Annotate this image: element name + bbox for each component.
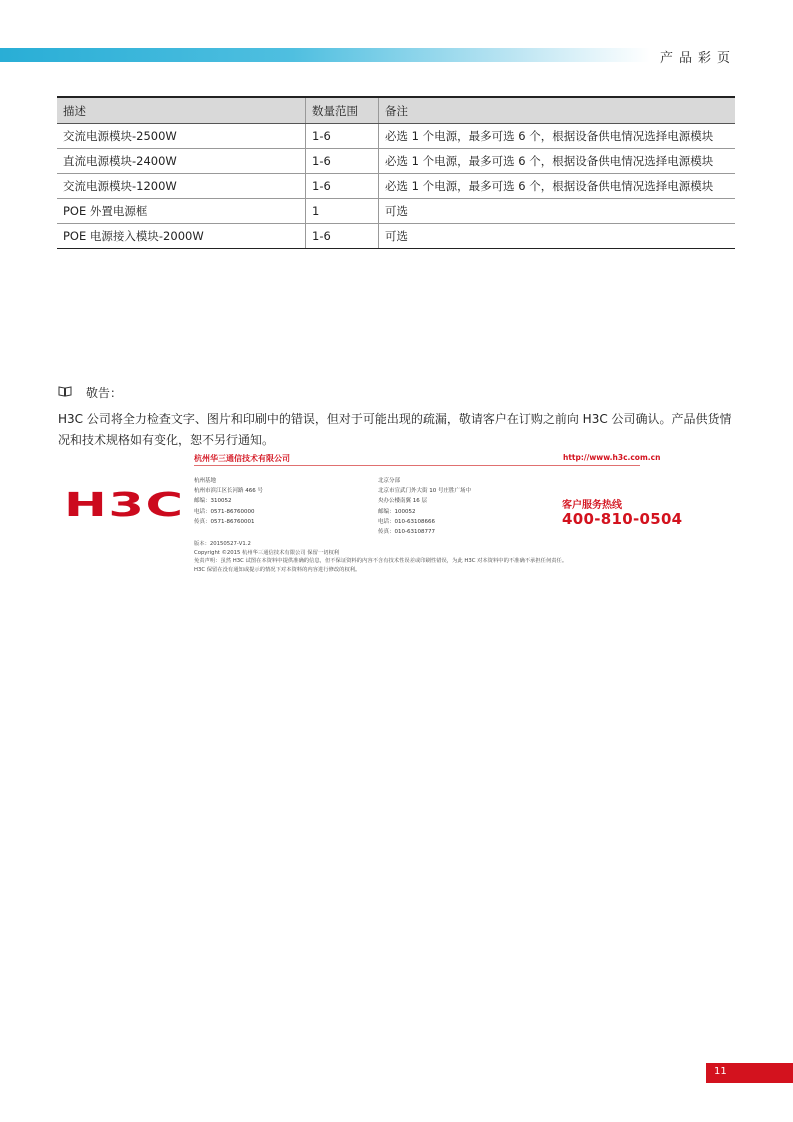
warning-text: H3C 公司将全力检查文字、图片和印刷中的错误，但对于可能出现的疏漏，敬请客户在订购之前向 H3C 公司确认。产品供货情况和技术规格如有变化，恕不另行通知。 (58, 412, 732, 447)
table-cell: 必选 1 个电源，最多可选 6 个，根据设备供电情况选择电源模块 (379, 124, 736, 149)
table-cell: POE 外置电源框 (57, 199, 306, 224)
disclaimer-text: 免责声明：虽然 H3C 试图在本资料中提供准确的信息，但不保证资料的内容不含有技术性误差或印刷性错误，为此 H3C 对本资料中的不准确不承担任何责任。 (194, 558, 568, 564)
hangzhou-phone: 电话：0571-86760000 (194, 508, 255, 515)
version-text: 版本：20150527-V1.2 (194, 541, 251, 547)
h3c-logo: H3C (64, 485, 185, 524)
copyright-text: Copyright ©2015 杭州华三通信技术有限公司 保留一切权利 (194, 549, 340, 556)
beijing-phone: 电话：010-63108666 (378, 518, 435, 525)
website-link[interactable]: http://www.h3c.com.cn (563, 453, 661, 462)
hangzhou-address: 杭州市滨江区长河路 466 号 (194, 488, 263, 495)
hotline-number: 400-810-0504 (562, 510, 683, 528)
table-cell: 必选 1 个电源，最多可选 6 个，根据设备供电情况选择电源模块 (379, 149, 736, 174)
table-row (57, 124, 735, 149)
reserve-text: H3C 保留在没有通知或提示的情况下对本资料的内容进行修改的权利。 (194, 566, 361, 573)
table-cell: 交流电源模块-2500W (57, 124, 306, 149)
company-name: 杭州华三通信技术有限公司 (194, 454, 290, 463)
hangzhou-postcode: 邮编：310052 (194, 498, 232, 505)
table-row (57, 224, 735, 249)
table-row (57, 174, 735, 199)
table-cell: 1-6 (306, 149, 379, 174)
table-cell: 必选 1 个电源，最多可选 6 个，根据设备供电情况选择电源模块 (379, 174, 736, 199)
table-row (57, 199, 735, 224)
hangzhou-fax: 传真：0571-86760001 (194, 518, 255, 525)
column-header: 备注 (379, 97, 736, 124)
table-cell: 直流电源模块-2400W (57, 149, 306, 174)
table-cell: 1 (306, 199, 379, 224)
table-row (57, 149, 735, 174)
column-header: 数量范围 (306, 97, 379, 124)
divider (194, 465, 640, 466)
hangzhou-address-block (194, 476, 263, 527)
beijing-address-line2: 央办公楼南翼 16 层 (378, 498, 427, 505)
beijing-title: 北京分部 (378, 478, 401, 484)
header-title: 产品彩页 (660, 51, 737, 66)
book-icon (58, 386, 72, 400)
table-header-row (57, 97, 735, 124)
header-bar (0, 48, 650, 62)
hotline-label: 客户服务热线 (562, 500, 622, 511)
table-cell: 可选 (379, 224, 736, 249)
column-header: 描述 (57, 97, 306, 124)
beijing-postcode: 邮编：100052 (378, 508, 416, 515)
hangzhou-title: 杭州基地 (194, 478, 217, 484)
table-cell: 1-6 (306, 174, 379, 199)
table-cell: 可选 (379, 199, 736, 224)
table-cell: 1-6 (306, 124, 379, 149)
warning-title: 敬告： (86, 386, 123, 400)
page-number: 11 (714, 1066, 727, 1077)
beijing-address-block (378, 476, 471, 537)
warning-heading (58, 384, 122, 401)
beijing-address-line1: 北京市宣武门外大街 10 号庄胜广场中 (378, 488, 471, 495)
legal-block (194, 540, 567, 574)
beijing-fax: 传真：010-63108777 (378, 529, 435, 536)
table-cell: 交流电源模块-1200W (57, 174, 306, 199)
table-cell: POE 电源接入模块-2000W (57, 224, 306, 249)
spec-table (57, 96, 735, 249)
table-cell: 1-6 (306, 224, 379, 249)
